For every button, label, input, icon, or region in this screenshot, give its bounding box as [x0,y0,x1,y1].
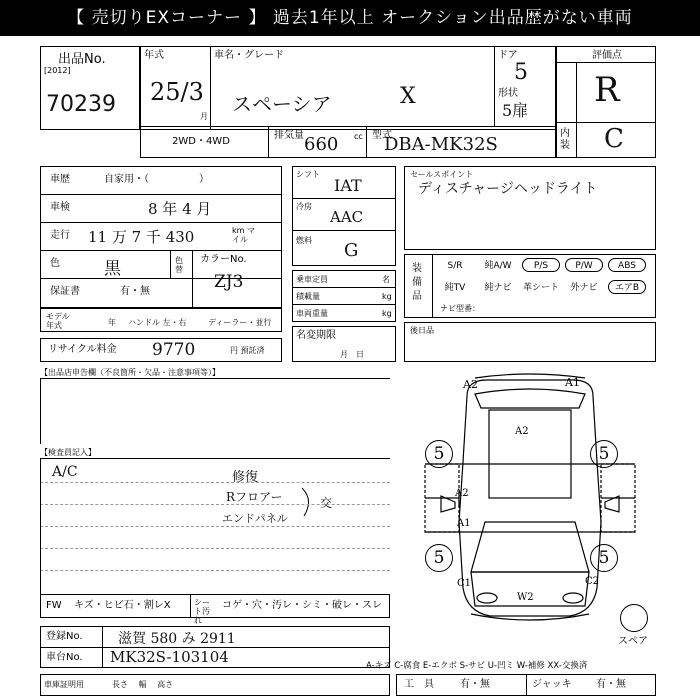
capacity-line-2 [292,304,396,305]
mark-c2-front-right: C2 [585,576,600,587]
notes-line-2 [40,504,390,505]
deadline-label: 名変期限 [296,330,336,341]
seat-items: コゲ・穴・汚レ・シミ・破レ・スレ [222,600,382,611]
shift-line-1 [292,198,396,199]
handle-label: ハンドル 左・右 [128,318,187,327]
notes-line-5 [40,570,390,571]
equip-airbag: エアB [608,280,646,294]
cert-row [40,674,390,696]
mark-a1-door: A1 [457,518,471,529]
reg-value: 滋賀 580 み 2911 [118,631,236,647]
chassis-value: MK32S-103104 [110,648,229,666]
model-year-value: 年 [108,318,116,327]
damage-legend: A-キズ C-腐食 E-エクボ S-サビ U-凹ミ W-補修 XX-交換済 [366,661,588,671]
inspector-top-line [40,458,390,459]
capacity-unit: 名 [382,275,390,284]
header-divider-1 [210,46,211,130]
tire-front-left: 5 [425,544,453,572]
color-value: 黒 [104,259,121,279]
fw-label: FW [46,600,62,611]
cert-label: 車庫証明用 [44,680,84,689]
inspector-note-5: 交 [320,496,333,510]
year-value: 25/3 [150,78,204,106]
tire-rear-left: 5 [425,440,453,468]
mark-a1-rear-right: A1 [565,376,580,389]
note-bracket [300,486,320,518]
equip-ext-navi: 外ナビ [570,283,598,293]
inspection-value: 8 年 4 月 [148,200,212,218]
fw-items: キズ・ヒビ石・割レX [74,600,171,611]
door-value: 5 [514,60,528,85]
color-no-label: カラーNo. [200,254,247,265]
drive-label: 2WD・4WD [172,136,230,147]
color-change-label: 色替 [175,256,183,274]
model-value: DBA-MK32S [384,134,498,155]
shift-label: シフト [296,170,320,179]
cert-dims: 長さ 幅 高さ [112,680,174,689]
lot-label: 出品No. [58,52,106,67]
defects-divider [190,594,191,618]
mark-c1-front-left: C1 [457,578,472,589]
displacement-label: 排気量 [274,130,304,141]
mark-a2-roof: A2 [515,426,529,437]
inspector-title: 【検査員記入】 [40,448,96,457]
history-line-1 [40,194,282,195]
mileage-unit: km マイル [232,226,255,244]
score-label: 評価点 [592,50,622,61]
equip-navi: 純ナビ [484,283,512,293]
equip-abs: ABS [608,258,646,272]
inspector-note-3: Rフロアー [226,490,283,504]
equip-ps: P/S [522,258,560,272]
fuel-label: 燃料 [296,236,312,245]
inspector-note-1: A/C [52,464,78,480]
displacement-value: 660 [304,134,339,155]
equip-aw: 純A/W [484,261,512,271]
history-color-divider-2 [192,250,193,308]
sales-label: セールスポイント [410,170,474,179]
equip-sr: S/R [447,261,463,271]
jack-label: ジャッキ [532,679,572,690]
inspector-note-2: 修復 [232,470,259,485]
grade-value: X [400,84,416,109]
notes-left-border [40,458,41,594]
equip-seat: 革シート [523,283,560,293]
load-label: 積載量 [296,292,320,301]
jack-value: 有・無 [596,679,626,690]
notes-line-4 [40,548,390,549]
color-no-value: ZJ3 [214,272,244,292]
weight-label: 車両重量 [296,309,328,318]
mark-a2-rear-left: A2 [463,378,478,391]
model-year-code: [2012] [44,66,71,75]
name-value: スペーシア [232,92,332,116]
name-label: 車名・グレード [214,50,284,61]
equipment-label: 装備品 [412,263,422,302]
banner: 【 売切りEXコーナー 】 過去1年以上 オークション出品歴がない車両 [0,0,700,36]
history-line-2 [40,222,282,223]
shape-value: 5扉 [502,101,529,120]
tools-divider [526,674,527,696]
accessory-box [404,322,656,362]
notes-box [40,378,390,444]
warranty-label: 保証書 [50,286,80,297]
fuel-value: G [344,240,359,261]
tire-front-right: 5 [590,544,618,572]
interior-value: C [604,124,624,154]
mileage-value: 11 万 7 千 430 [88,228,195,246]
tools-value: 有・無 [460,679,490,690]
lot-number: 70239 [46,92,116,117]
color-label: 色 [50,258,60,269]
spec-divider-1 [268,126,269,158]
history-title-value: 自家用・（ ） [104,174,209,185]
registration-divider [102,626,103,668]
ac-label: 冷房 [296,202,312,211]
mark-w2-front: W2 [517,592,534,603]
history-title: 車歴 [50,174,70,185]
notes-line-3 [40,526,390,527]
door-label: ドア [498,50,518,61]
mileage-label: 走行 [50,230,70,241]
spare-label: スペア [618,636,648,647]
equip-pw: P/W [565,258,603,272]
header-divider-2 [494,46,495,126]
deadline-unit: 月 日 [340,350,364,359]
chassis-label: 車台No. [46,652,83,663]
inspector-note-4: エンドパネル [222,512,288,525]
spare-icon [620,604,648,632]
cc-label: cc [354,132,363,141]
equip-tv: 純TV [444,283,466,293]
inspection-label: 車検 [50,202,70,213]
weight-unit: kg [382,309,392,318]
notes-title: 【出品店申告欄（不良箇所・欠品・注意事項等）】 [40,368,220,377]
reg-label: 登録No. [46,631,83,642]
shift-line-2 [292,230,396,231]
capacity-line-1 [292,287,396,288]
warranty-value: 有・無 [120,286,150,297]
mark-a2-door: A2 [455,488,469,499]
car-diagram [405,372,655,632]
score-hline [556,122,656,123]
model-label: 型式 [372,130,392,141]
navi-label: ナビ型番： [440,304,480,313]
score-divider [576,62,577,158]
seat-label: シート汚れ [194,598,210,625]
history-color-divider [170,250,171,278]
history-line-3 [40,250,282,251]
model-year-label: モデル年式 [46,312,70,330]
year-label: 年式 [144,50,164,61]
recycle-value: 9770 [152,340,196,360]
history-line-4 [40,278,282,279]
ac-value: AAC [330,208,364,226]
score-value: R [594,70,620,110]
load-unit: kg [382,292,392,301]
tire-rear-right: 5 [590,440,618,468]
score-hline-top [556,62,656,63]
recycle-unit: 円 預託済 [230,346,265,355]
notes-line-1 [40,482,390,483]
sales-value: ディスチャージヘッドライト [418,181,598,197]
shift-value: IAT [334,176,362,195]
spec-divider-2 [366,126,367,158]
interior-label: 内装 [560,128,570,151]
recycle-label: リサイクル料金 [48,344,117,355]
capacity-label: 乗車定員 [296,275,328,284]
month-label: 月 [200,112,208,121]
accessory-label: 後日品 [410,326,434,335]
equipment-divider [432,254,433,318]
dealer-label: ディーラー・並行 [208,318,272,327]
tools-label: 工 具 [404,679,434,690]
shape-label: 形状 [498,88,518,99]
